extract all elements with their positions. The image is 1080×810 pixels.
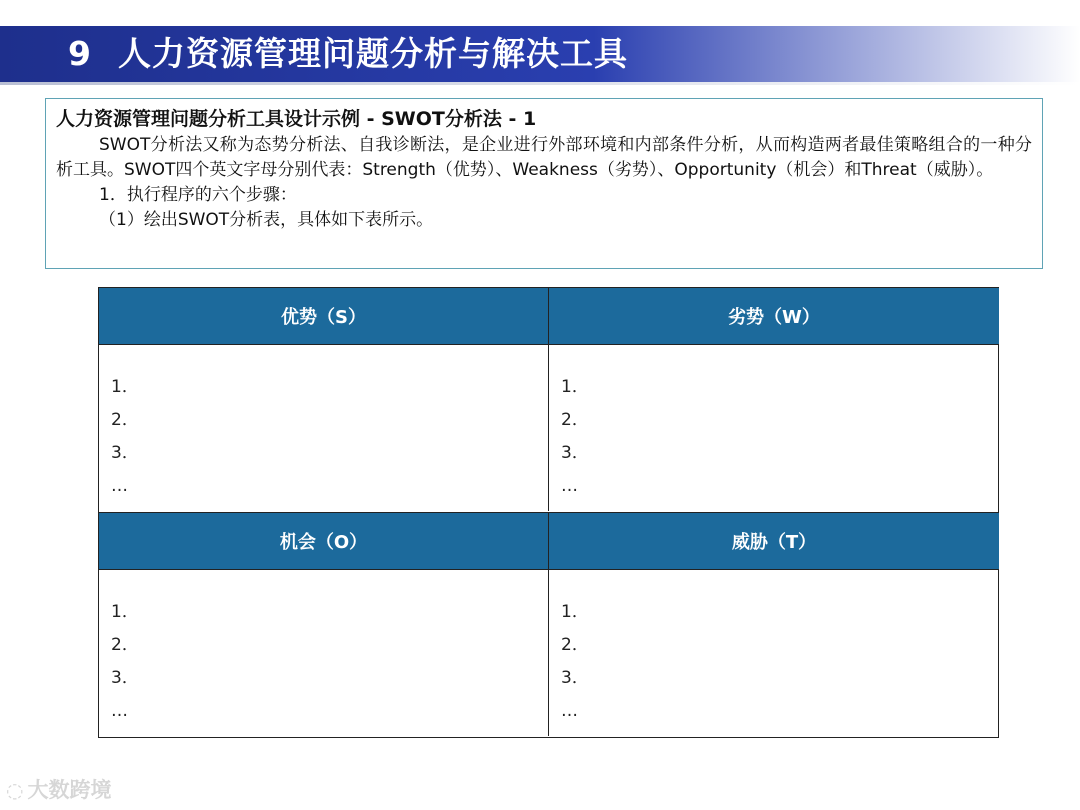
- page-title: [68, 30, 628, 78]
- list-item: 1．: [561, 377, 589, 397]
- list-item: 3．: [561, 443, 589, 463]
- list-item: 3．: [561, 668, 589, 688]
- swot-table: [98, 287, 999, 738]
- list-item: 1．: [111, 602, 139, 622]
- list-item: 2．: [111, 635, 139, 655]
- section-title: 人力资源管理问题分析与解决工具: [117, 34, 628, 73]
- section-number: 9: [68, 34, 92, 73]
- watermark-logo-icon: ◌: [6, 778, 24, 802]
- threats-header: 威胁（T）: [549, 513, 999, 570]
- swot-cell-weaknesses: [549, 288, 999, 511]
- strengths-header: 优势（S）: [99, 288, 548, 345]
- list-item: 1．: [111, 377, 139, 397]
- banner-shadow: [0, 82, 1080, 85]
- opportunities-list: [99, 570, 548, 736]
- list-item: …: [561, 701, 578, 721]
- list-item: 3．: [111, 443, 139, 463]
- list-item: 2．: [561, 635, 589, 655]
- intro-substep: （1）绘出SWOT分析表，具体如下表所示。: [99, 210, 434, 230]
- intro-heading: 人力资源管理问题分析工具设计示例 - SWOT分析法 - 1: [56, 108, 537, 130]
- list-item: 2．: [111, 410, 139, 430]
- weaknesses-header: 劣势（W）: [549, 288, 999, 345]
- list-item: 3．: [111, 668, 139, 688]
- strengths-list: [99, 345, 548, 511]
- swot-cell-strengths: [99, 288, 549, 511]
- watermark: [6, 774, 111, 806]
- intro-step: 1．执行程序的六个步骤：: [99, 185, 297, 205]
- threats-list: [549, 570, 999, 736]
- watermark-text: 大数跨境: [27, 778, 112, 802]
- swot-cell-opportunities: [99, 512, 549, 736]
- list-item: 1．: [561, 602, 589, 622]
- list-item: …: [111, 701, 128, 721]
- opportunities-header: 机会（O）: [99, 513, 548, 570]
- list-item: …: [561, 476, 578, 496]
- weaknesses-list: [549, 345, 999, 511]
- intro-box: [45, 98, 1043, 269]
- list-item: 2．: [561, 410, 589, 430]
- swot-cell-threats: [549, 512, 999, 736]
- list-item: …: [111, 476, 128, 496]
- intro-paragraph: SWOT分析法又称为态势分析法、自我诊断法，是企业进行外部环境和内部条件分析，从而构造两者最佳策略组合的一种分析工具。SWOT四个英文字母分别代表：Strength（优势）、Weakness（劣势）、Opportunity（机会）和Threat（威胁）。: [56, 135, 1032, 180]
